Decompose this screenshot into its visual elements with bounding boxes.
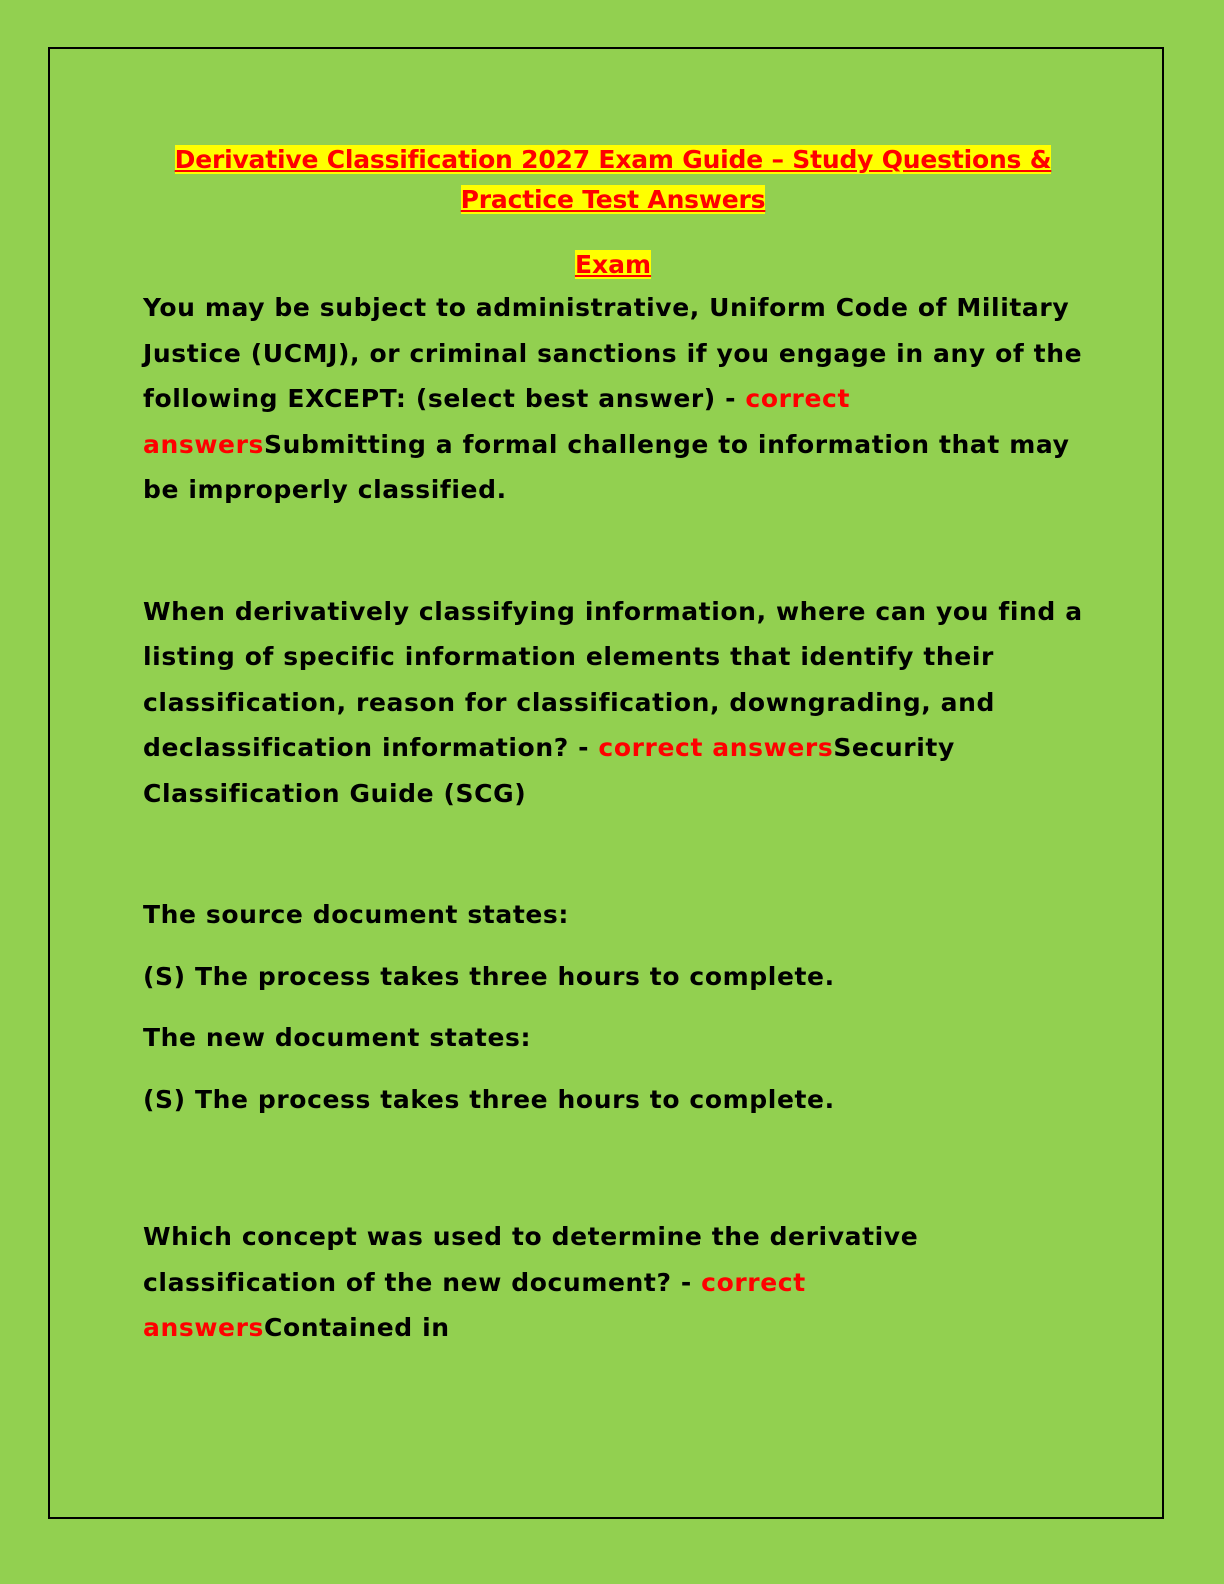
question-2 (143, 589, 1083, 817)
question-1-text: You may be subject to administrative, Uniform Code of Military Justice (UCMJ), or criminal sanctions if you engage in any of the following EXCEPT: (select best answer) - (143, 293, 1083, 413)
document-subtitle-text: Exam (574, 250, 652, 279)
new-statement-text: (S) The process takes three hours to complete. (143, 1084, 835, 1114)
answer-1-text: Submitting a formal challenge to information that may be improperly classified. (143, 429, 1070, 504)
question-3-text: Which concept was used to determine the derivative classification of the new document? - (143, 1222, 919, 1297)
source-statement-text: (S) The process takes three hours to complete. (143, 961, 835, 991)
document-title-text: Derivative Classification 2027 Exam Guide – Study Questions & Practice Test Answers (174, 145, 1052, 214)
answer-label: correct answers (598, 733, 834, 762)
spacer (143, 1138, 1083, 1214)
new-statement-heading: The new document states: (143, 1023, 532, 1052)
question-3 (143, 1214, 1083, 1351)
question-1 (143, 285, 1083, 513)
spacer (143, 816, 1083, 892)
document-title (143, 140, 1083, 220)
answer-3-text: Contained in (264, 1313, 450, 1342)
document-body (143, 140, 1083, 1351)
question-2-text: When derivatively classifying information, where can you find a listing of specific information elements that identify their classification, reason for classification, downgrading, and declassification information? - (143, 596, 1083, 762)
spacer (143, 513, 1083, 589)
title-block (143, 140, 1083, 220)
answer-2-text: Security Classification Guide (SCG) (143, 733, 955, 808)
answer-label: correct answers (143, 1267, 806, 1342)
answer-label: correct answers (143, 384, 851, 459)
document-subtitle (143, 245, 1083, 285)
source-statement-heading: The source document states: (143, 900, 570, 929)
